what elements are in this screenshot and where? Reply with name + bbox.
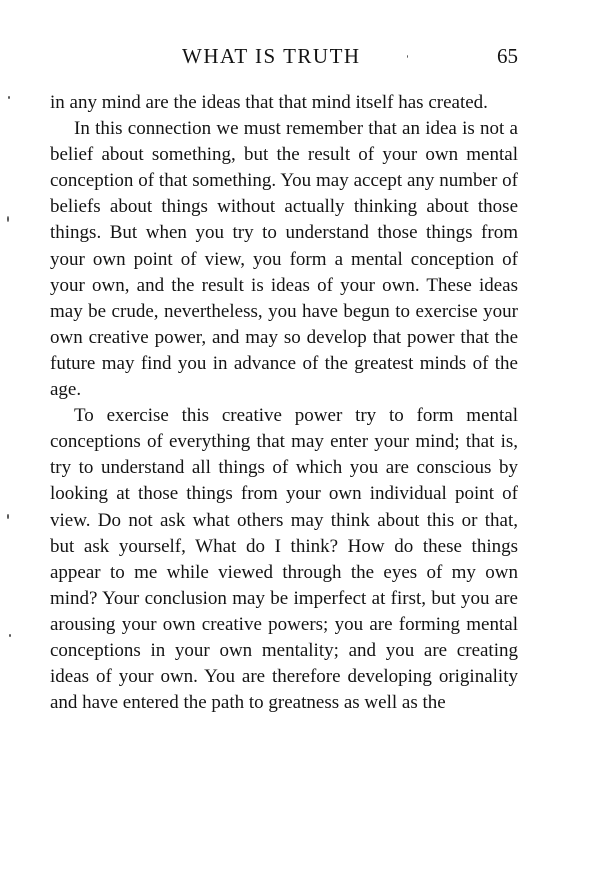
page-number: 65	[497, 44, 518, 68]
running-head	[50, 44, 518, 74]
paragraph-continued: in any mind are the ideas that that mind itself has created.	[50, 92, 488, 113]
paragraph: To exercise this creative power try to form mental conceptions of everything that may enter your mind; that is, try to understand all things of which you are conscious by looking at those things from your own individual point of view. Do not ask what others may think about this or that, but ask yourself, What do I think? How do these things appear to me while viewed through the eyes of my own mind? Your conclusion may be imperfect at first, but you are arousing your own creative powers; you are forming mental conceptions in your own mentality; and you are creating ideas of your own. You are therefore developing originality and have entered the path to greatness as well as the	[50, 405, 518, 714]
body-text	[50, 90, 518, 716]
chapter-title: WHAT IS TRUTH	[182, 44, 361, 68]
paragraph: In this connection we must remember that an idea is not a belief about something, but the result of your own mental conception of that something. You may accept any number of beliefs about things without actually thinking about those things. But when you try to understand those things from your own point of view, you form a mental conception of your own, and the result is ideas of your own. These ideas may be crude, nevertheless, you have begun to exercise your own creative power, and may so develop that power that the future may find you in advance of the greatest minds of the age.	[50, 118, 518, 401]
